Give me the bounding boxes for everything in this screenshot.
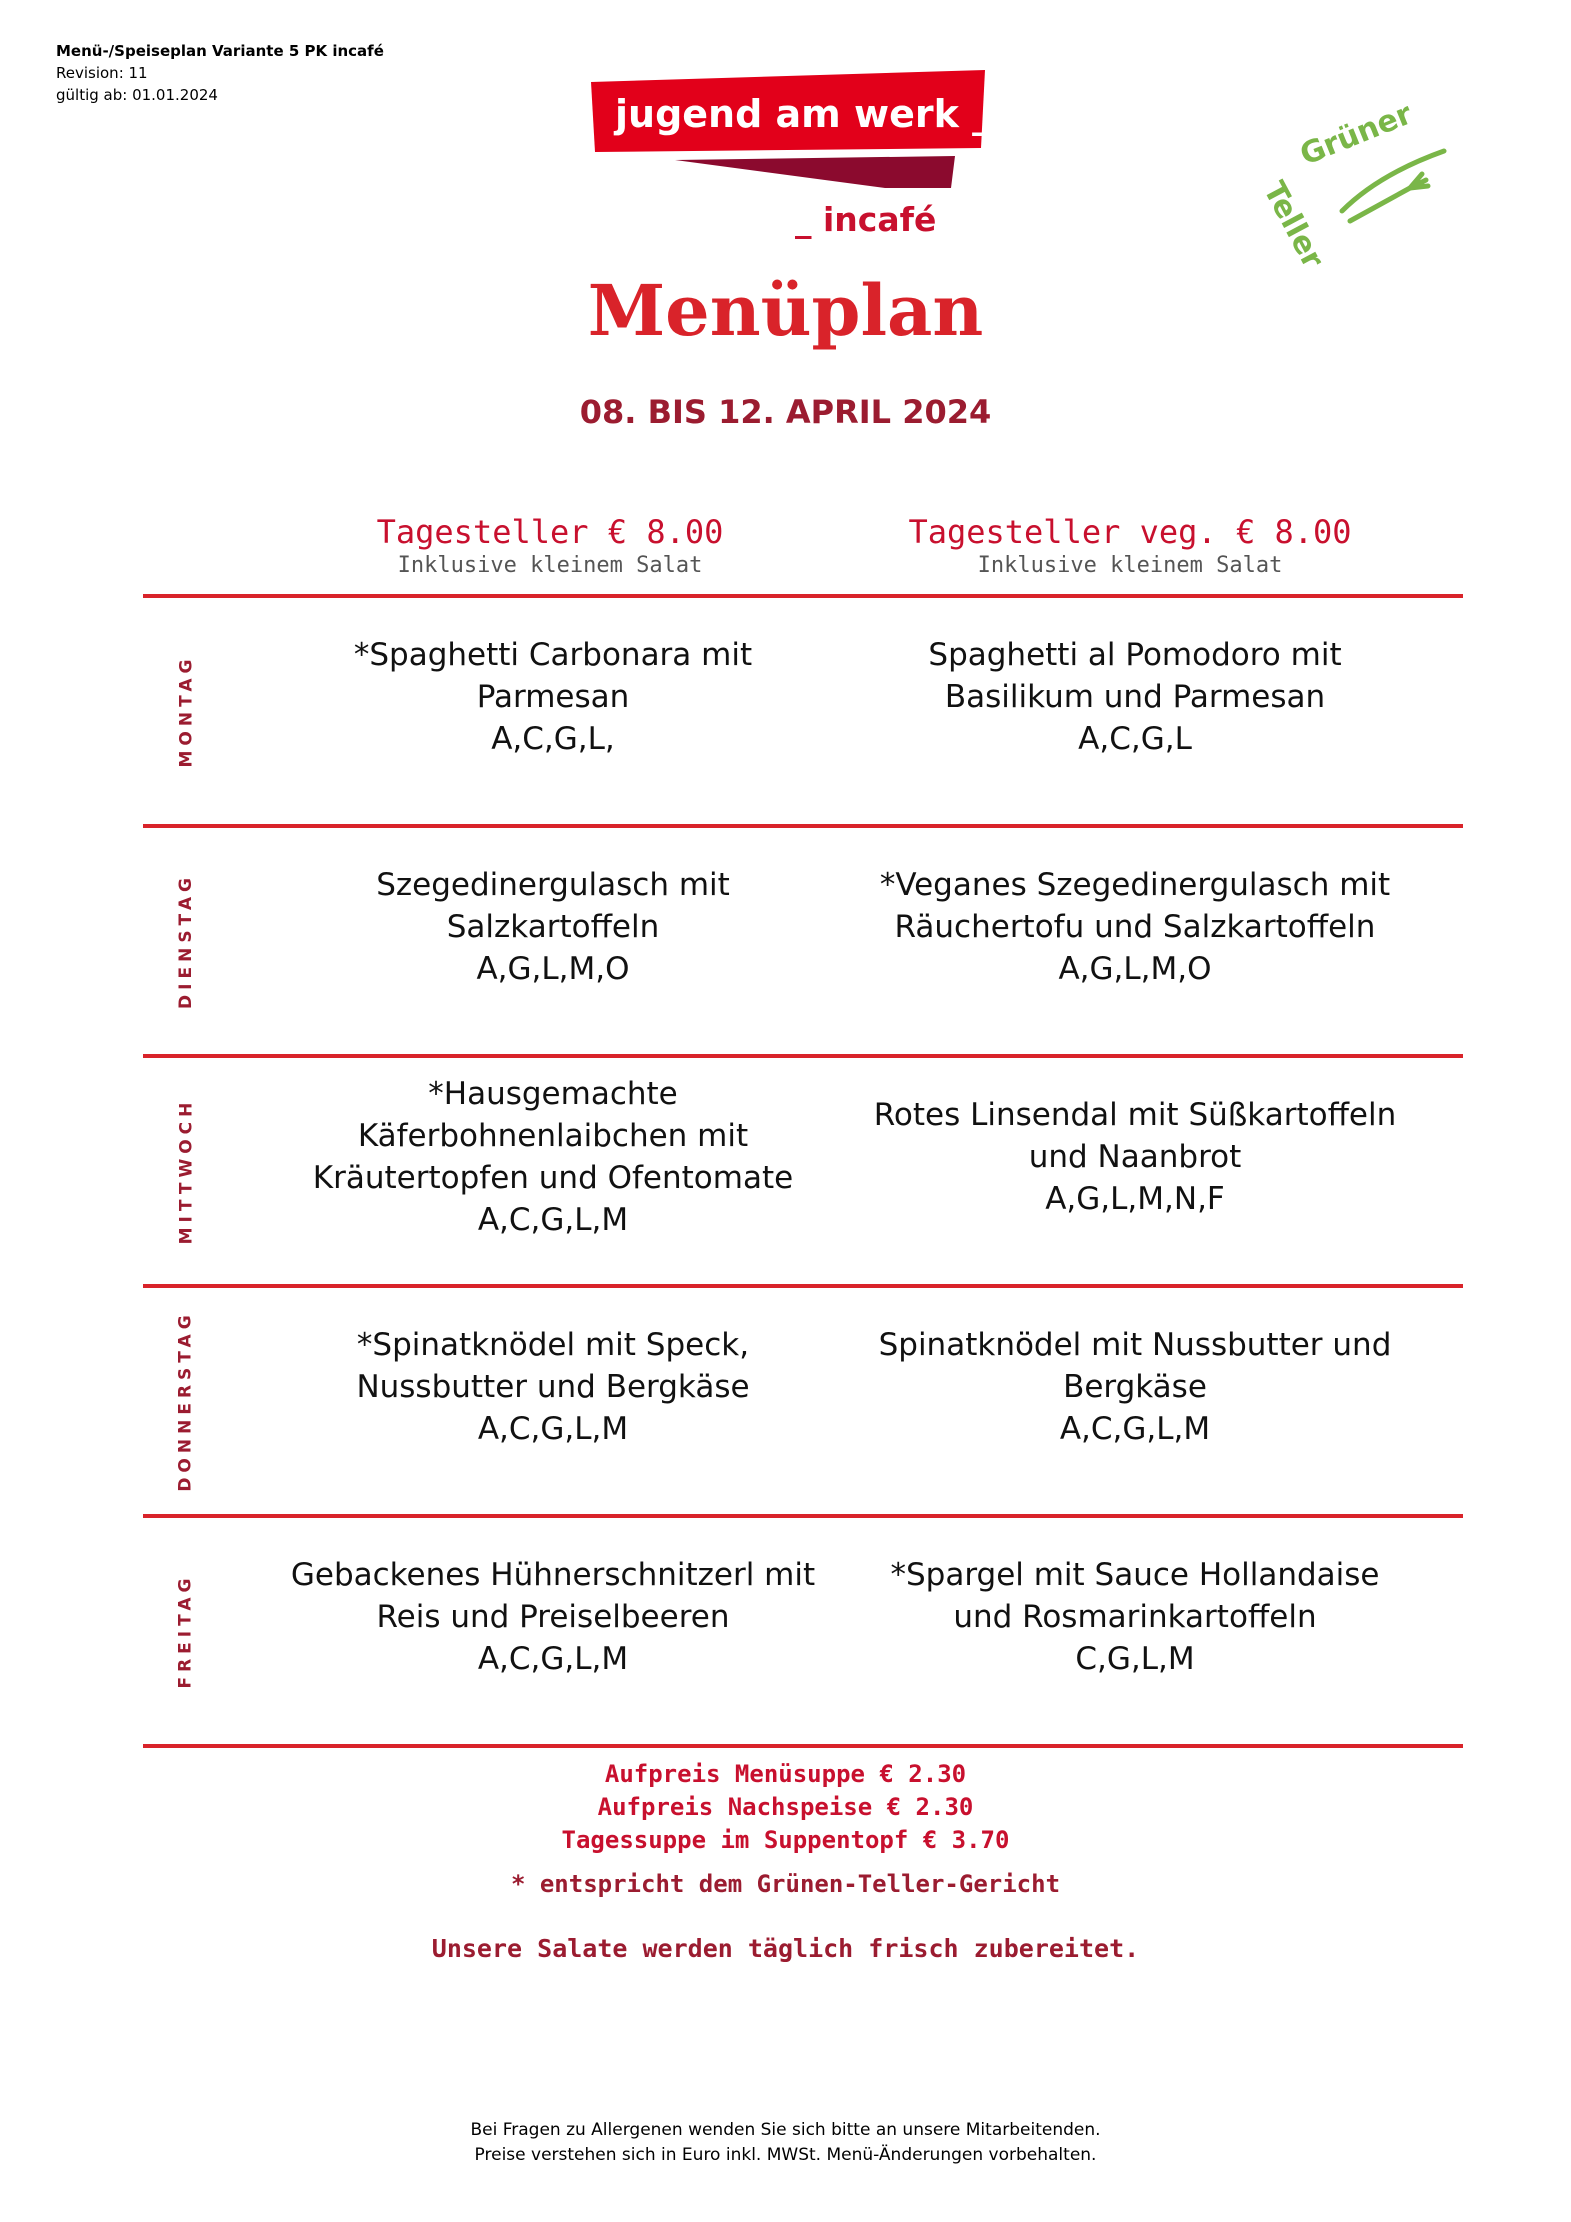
- dish-text: Szegedinergulasch mit: [376, 867, 730, 903]
- allergen-codes: A,C,G,L,: [491, 721, 615, 757]
- allergen-codes: A,C,G,L,M: [477, 1202, 629, 1238]
- dish-text: und Rosmarinkartoffeln: [953, 1599, 1317, 1635]
- day-name: [175, 1518, 197, 1744]
- dish-text: *Veganes Szegedinergulasch mit: [879, 867, 1391, 903]
- salad-note: Unsere Salate werden täglich frisch zubereitet.: [431, 1934, 1140, 1963]
- day-row: [143, 1518, 1463, 1744]
- day-label: MITTWOCH: [176, 1097, 197, 1245]
- dish-tagesteller: [273, 1058, 833, 1256]
- day-label: MONTAG: [176, 654, 197, 768]
- surcharge-dessert: Aufpreis Nachspeise € 2.30: [597, 1793, 974, 1821]
- allergen-codes: A,G,L,M,O: [1058, 951, 1212, 987]
- column-header-tagesteller-veg: [860, 512, 1400, 580]
- day-label: FREITAG: [176, 1573, 196, 1689]
- jugend-am-werk-logo: [585, 70, 995, 245]
- date-range: 08. BIS 12. APRIL 2024: [579, 393, 992, 431]
- dish-text: Nussbutter und Bergkäse: [356, 1369, 750, 1405]
- dish-text: *Hausgemachte: [428, 1076, 678, 1112]
- dish-text: Basilikum und Parmesan: [944, 679, 1326, 715]
- gruener-teller-badge: [1256, 96, 1462, 275]
- day-name: [175, 828, 197, 1054]
- day-row: [143, 828, 1463, 1054]
- footer-allergen-note: Bei Fragen zu Allergenen wenden Sie sich bitte an unsere Mitarbeitenden.: [470, 2120, 1101, 2140]
- column-name: Tagesteller veg. € 8.00: [908, 513, 1352, 551]
- dish-text: Räuchertofu und Salzkartoffeln: [894, 909, 1376, 945]
- surcharge-soup: Aufpreis Menüsuppe € 2.30: [604, 1760, 967, 1788]
- document-meta: [56, 40, 384, 106]
- dish-text: Käferbohnenlaibchen mit: [357, 1118, 749, 1154]
- day-name: [175, 1288, 197, 1514]
- footer: [0, 2118, 1571, 2168]
- valid-from: gültig ab: 01.01.2024: [56, 86, 218, 104]
- day-row: [143, 1058, 1463, 1284]
- dish-tagesteller: [273, 1288, 833, 1486]
- dish-text: Spaghetti al Pomodoro mit: [928, 637, 1342, 673]
- allergen-codes: A,C,G,L: [1078, 721, 1192, 757]
- dish-tagesteller-veg: [855, 1288, 1415, 1486]
- footer-price-note: Preise verstehen sich in Euro inkl. MWSt. Menü-Änderungen vorbehalten.: [474, 2145, 1097, 2165]
- divider-line: [143, 1744, 1463, 1748]
- dish-tagesteller-veg: [855, 598, 1415, 796]
- allergen-codes: A,C,G,L,M: [1059, 1411, 1211, 1447]
- dish-tagesteller-veg: [855, 1058, 1415, 1256]
- column-note: Inklusive kleinem Salat: [977, 553, 1283, 578]
- dish-text: *Spaghetti Carbonara mit Parmesan: [353, 637, 753, 715]
- allergen-codes: A,C,G,L,M: [477, 1411, 629, 1447]
- day-row: [143, 1288, 1463, 1514]
- logo-brand-text: jugend am werk _: [615, 92, 992, 136]
- allergen-codes: C,G,L,M: [1075, 1641, 1195, 1677]
- day-label: DONNERSTAG: [176, 1310, 197, 1492]
- dish-text: Kräutertopfen und Ofentomate: [312, 1160, 794, 1196]
- dish-text: Rotes Linsendal mit Süßkartoffeln: [873, 1097, 1397, 1133]
- fork-knife-icon: [1342, 151, 1444, 221]
- day-name: [175, 1058, 197, 1284]
- svg-text:Grüner: Grüner: [1295, 96, 1418, 173]
- allergen-codes: A,G,L,M,O: [476, 951, 630, 987]
- dish-text: Spinatknödel mit Nussbutter und: [878, 1327, 1392, 1363]
- dish-text: Salzkartoffeln: [446, 909, 660, 945]
- daily-soup-price: Tagessuppe im Suppentopf € 3.70: [561, 1826, 1010, 1854]
- day-label: DIENSTAG: [176, 873, 197, 1009]
- dish-text: *Spargel mit Sauce Hollandaise: [890, 1557, 1380, 1593]
- dish-text: *Spinatknödel mit Speck,: [356, 1327, 750, 1363]
- logo-sub-text: _ incafé: [795, 200, 937, 239]
- document-title: Menü-/Speiseplan Variante 5 PK incafé: [56, 42, 384, 60]
- column-header-tagesteller: [280, 512, 820, 580]
- column-note: Inklusive kleinem Salat: [397, 553, 703, 578]
- dish-tagesteller: [273, 1518, 833, 1716]
- dish-tagesteller-veg: [855, 828, 1415, 1026]
- page-title: Menüplan: [587, 269, 984, 352]
- dish-text: und Naanbrot: [1028, 1139, 1242, 1175]
- day-row: [143, 598, 1463, 824]
- column-name: Tagesteller € 8.00: [376, 513, 724, 551]
- dish-text: Reis und Preiselbeeren: [376, 1599, 730, 1635]
- day-name: [175, 598, 197, 824]
- surcharges: [0, 1758, 1571, 1857]
- revision: Revision: 11: [56, 64, 148, 82]
- dish-tagesteller: [273, 828, 833, 1026]
- svg-text:Teller: Teller: [1256, 175, 1331, 275]
- dish-tagesteller: [273, 598, 833, 796]
- allergen-codes: A,C,G,L,M: [477, 1641, 629, 1677]
- allergen-codes: A,G,L,M,N,F: [1045, 1181, 1225, 1217]
- green-plate-legend: * entspricht dem Grünen-Teller-Gericht: [510, 1870, 1061, 1898]
- dish-text: Bergkäse: [1063, 1369, 1207, 1405]
- dish-tagesteller-veg: [855, 1518, 1415, 1716]
- dish-text: Gebackenes Hühnerschnitzerl mit: [290, 1557, 816, 1593]
